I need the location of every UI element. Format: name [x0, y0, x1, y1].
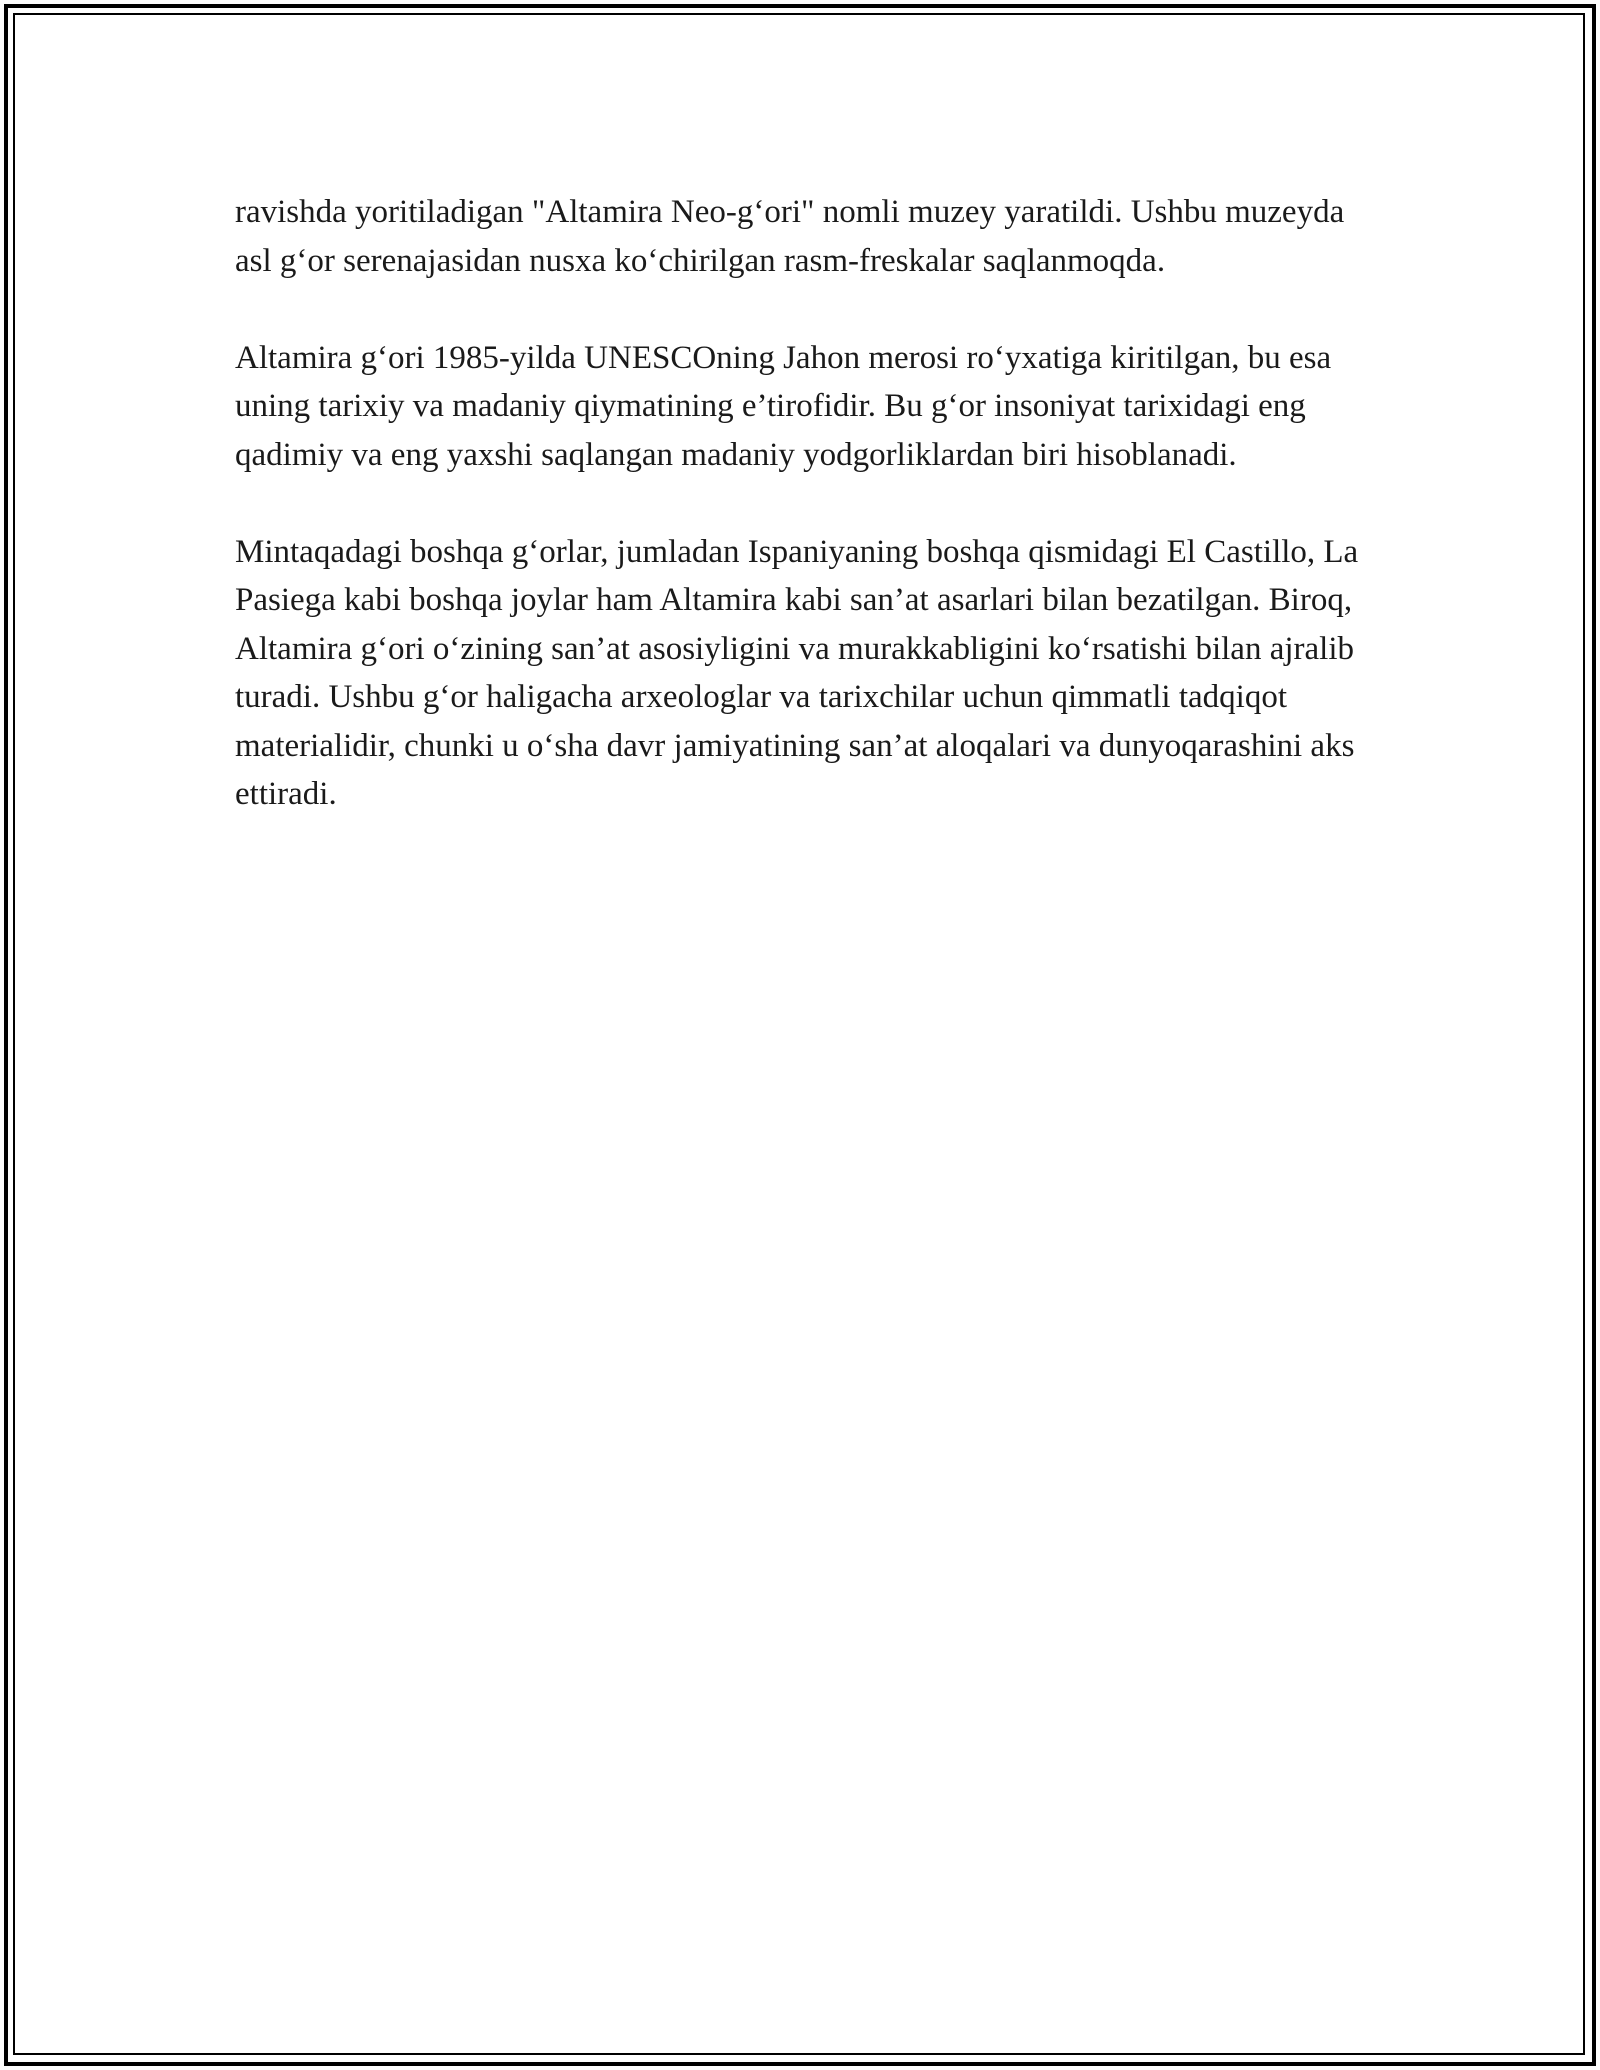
paragraph-museum: ravishda yoritiladigan "Altamira Neo-g‘ori" nomli muzey yaratildi. Ushbu muzeyda asl g‘or serenajasidan nusxa ko‘chirilgan rasm-freskalar saqlanmoqda. — [235, 194, 1345, 279]
document-body — [235, 188, 1365, 867]
paragraph-unesco: Altamira g‘ori 1985-yilda UNESCOning Jahon merosi ro‘yxatiga kiritilgan, bu esa uning tarixiy va madaniy qiymatining e’tirofidir. Bu g‘or insoniyat tarixidagi eng qadimiy va eng yaxshi saqlangan madaniy yodgorliklardan biri hisoblanadi. — [235, 339, 1332, 473]
paragraph-other-caves: Mintaqadagi boshqa g‘orlar, jumladan Ispaniyaning boshqa qismidagi El Castillo, La Pasiega kabi boshqa joylar ham Altamira kabi san’at asarlari bilan bezatilgan. Biroq, Altamira g‘ori o‘zining san’at asosiyligini va murakkabligini ko‘rsatishi bilan ajralib turadi. Ushbu g‘or haligacha arxeologlar va tarixchilar uchun qimmatli tadqiqot materialidir, chunki u o‘sha davr jamiyatining san’at aloqalari va dunyoqarashini aks ettiradi. — [235, 533, 1359, 812]
